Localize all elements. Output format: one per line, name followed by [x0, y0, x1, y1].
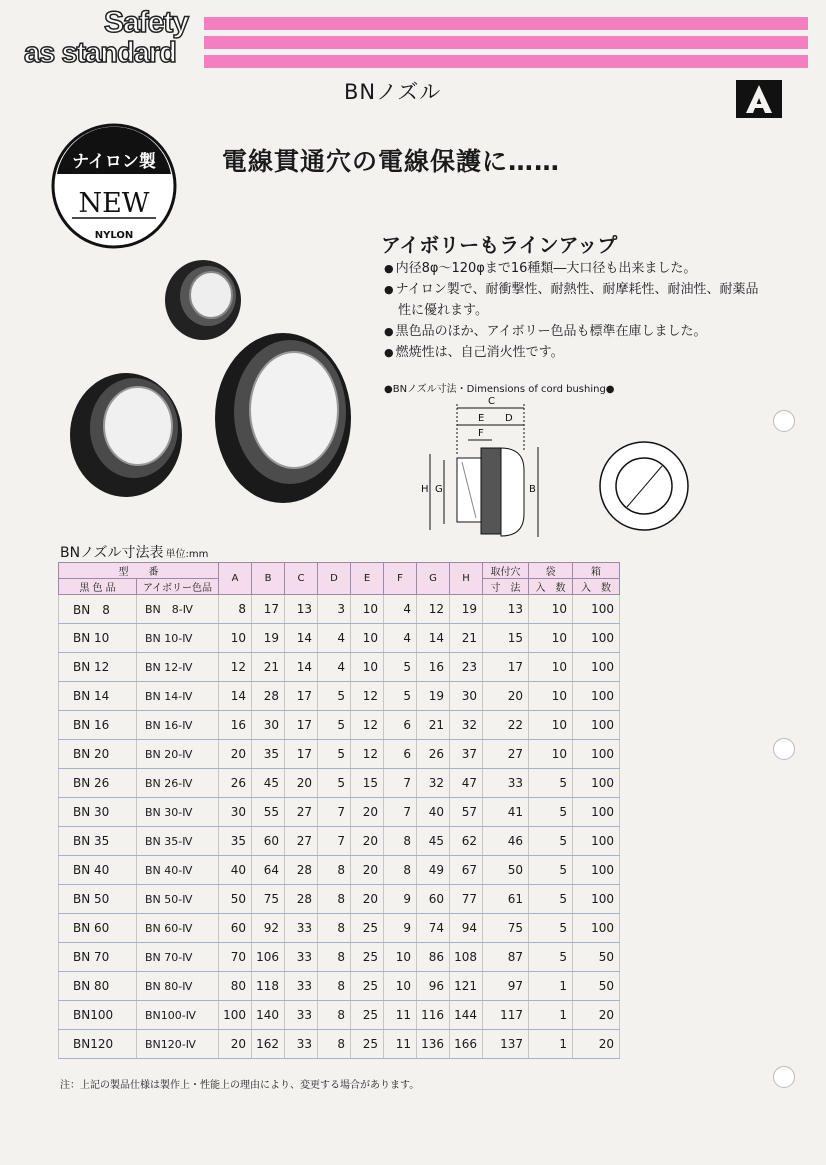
cell-b: 55: [252, 798, 285, 827]
cell-e: 20: [351, 856, 384, 885]
cell-ivory: BN 40-Ⅳ: [137, 856, 219, 885]
cell-black: BN 14: [59, 682, 137, 711]
cell-ivory: BN 60-Ⅳ: [137, 914, 219, 943]
bushing-small: [165, 260, 241, 340]
cell-box: 20: [573, 1030, 620, 1059]
cell-hole: 20: [483, 682, 529, 711]
cell-d: 8: [318, 856, 351, 885]
cell-hole: 61: [483, 885, 529, 914]
cell-ivory: BN 16-Ⅳ: [137, 711, 219, 740]
cell-black: BN 26: [59, 769, 137, 798]
cell-e: 12: [351, 740, 384, 769]
brand-line1: Safety: [103, 6, 188, 39]
cell-e: 15: [351, 769, 384, 798]
cell-f: 10: [384, 943, 417, 972]
col-hole-bottom: 寸 法: [483, 579, 529, 595]
cell-hole: 33: [483, 769, 529, 798]
col-model: 型 番: [59, 563, 219, 579]
cell-g: 60: [417, 885, 450, 914]
cell-d: 5: [318, 740, 351, 769]
cell-bag: 10: [529, 595, 573, 624]
cell-b: 28: [252, 682, 285, 711]
table-row: [59, 914, 620, 943]
col-a: A: [219, 563, 252, 595]
cell-a: 16: [219, 711, 252, 740]
cell-c: 17: [285, 711, 318, 740]
cell-a: 20: [219, 740, 252, 769]
table-unit: 単位:mm: [165, 549, 209, 560]
cell-hole: 87: [483, 943, 529, 972]
company-logo-icon: [736, 80, 782, 118]
cell-h: 37: [450, 740, 483, 769]
col-ivory: アイボリー色品: [137, 579, 219, 595]
col-bag-bottom: 入 数: [529, 579, 573, 595]
cell-f: 4: [384, 624, 417, 653]
cell-ivory: BN 70-Ⅳ: [137, 943, 219, 972]
cell-bag: 10: [529, 624, 573, 653]
cell-c: 20: [285, 769, 318, 798]
cell-black: BN120: [59, 1030, 137, 1059]
cell-ivory: BN 14-Ⅳ: [137, 682, 219, 711]
cell-f: 8: [384, 827, 417, 856]
cell-f: 9: [384, 885, 417, 914]
cell-a: 20: [219, 1030, 252, 1059]
brand-line2: as standard: [24, 37, 176, 69]
col-box-top: 箱: [573, 563, 620, 579]
cell-box: 20: [573, 1001, 620, 1030]
cell-bag: 5: [529, 769, 573, 798]
badge-bottom-text: NYLON: [94, 230, 134, 241]
cell-h: 77: [450, 885, 483, 914]
cell-e: 10: [351, 624, 384, 653]
col-g: G: [417, 563, 450, 595]
cell-hole: 15: [483, 624, 529, 653]
cell-c: 27: [285, 798, 318, 827]
cell-e: 10: [351, 653, 384, 682]
cell-box: 100: [573, 856, 620, 885]
cell-black: BN 30: [59, 798, 137, 827]
cell-b: 45: [252, 769, 285, 798]
table-row: [59, 943, 620, 972]
cell-a: 80: [219, 972, 252, 1001]
cell-d: 5: [318, 711, 351, 740]
table-row: [59, 856, 620, 885]
table-row: [59, 653, 620, 682]
cell-bag: 10: [529, 711, 573, 740]
cell-b: 21: [252, 653, 285, 682]
cell-box: 100: [573, 827, 620, 856]
cell-d: 4: [318, 624, 351, 653]
cell-bag: 10: [529, 740, 573, 769]
cell-box: 100: [573, 769, 620, 798]
cell-ivory: BN 20-Ⅳ: [137, 740, 219, 769]
cell-hole: 22: [483, 711, 529, 740]
cell-a: 40: [219, 856, 252, 885]
col-d: D: [318, 563, 351, 595]
cell-box: 100: [573, 624, 620, 653]
cell-hole: 46: [483, 827, 529, 856]
cell-bag: 5: [529, 827, 573, 856]
cell-b: 35: [252, 740, 285, 769]
cell-h: 47: [450, 769, 483, 798]
cell-h: 21: [450, 624, 483, 653]
cell-f: 11: [384, 1030, 417, 1059]
cell-d: 8: [318, 1001, 351, 1030]
bushing-side-view: [457, 448, 524, 536]
cell-d: 8: [318, 972, 351, 1001]
cell-c: 33: [285, 1030, 318, 1059]
cell-hole: 27: [483, 740, 529, 769]
cell-b: 92: [252, 914, 285, 943]
dim-label-f: F: [478, 428, 484, 439]
cell-b: 118: [252, 972, 285, 1001]
cell-h: 144: [450, 1001, 483, 1030]
headline: 電線貫通穴の電線保護に……: [222, 147, 561, 176]
cell-ivory: BN 26-Ⅳ: [137, 769, 219, 798]
cell-b: 19: [252, 624, 285, 653]
cell-box: 50: [573, 972, 620, 1001]
cell-h: 67: [450, 856, 483, 885]
cell-g: 26: [417, 740, 450, 769]
page-title: BNノズル: [344, 80, 442, 104]
cell-ivory: BN 12-Ⅳ: [137, 653, 219, 682]
cell-f: 6: [384, 711, 417, 740]
table-row: [59, 769, 620, 798]
cell-e: 20: [351, 798, 384, 827]
cell-a: 14: [219, 682, 252, 711]
cell-black: BN 40: [59, 856, 137, 885]
cell-ivory: BN 50-Ⅳ: [137, 885, 219, 914]
cell-black: BN100: [59, 1001, 137, 1030]
cell-b: 64: [252, 856, 285, 885]
cell-hole: 41: [483, 798, 529, 827]
cell-black: BN 35: [59, 827, 137, 856]
cell-g: 19: [417, 682, 450, 711]
cell-a: 60: [219, 914, 252, 943]
cell-d: 7: [318, 827, 351, 856]
nylon-new-badge: [50, 122, 178, 250]
cell-e: 25: [351, 1001, 384, 1030]
cell-c: 17: [285, 740, 318, 769]
cell-f: 7: [384, 798, 417, 827]
cell-h: 62: [450, 827, 483, 856]
table-row: [59, 798, 620, 827]
cell-hole: 17: [483, 653, 529, 682]
cell-bag: 1: [529, 972, 573, 1001]
bushing-medium: [70, 373, 182, 497]
feature-item: ● 燃焼性は、自己消火性です。: [384, 342, 764, 363]
cell-bag: 10: [529, 682, 573, 711]
cell-b: 140: [252, 1001, 285, 1030]
cell-f: 9: [384, 914, 417, 943]
cell-a: 8: [219, 595, 252, 624]
lineup-subheading: アイボリーもラインアップ: [381, 233, 618, 257]
badge-new-text: NEW: [78, 188, 150, 219]
cell-g: 136: [417, 1030, 450, 1059]
cell-b: 60: [252, 827, 285, 856]
diagram-caption: ●BNノズル寸法・Dimensions of cord bushing●: [384, 384, 615, 395]
col-e: E: [351, 563, 384, 595]
cell-a: 30: [219, 798, 252, 827]
cell-c: 33: [285, 1001, 318, 1030]
cell-box: 100: [573, 595, 620, 624]
cell-b: 30: [252, 711, 285, 740]
table-row: [59, 595, 620, 624]
bushing-front-view: [600, 442, 688, 530]
cell-h: 166: [450, 1030, 483, 1059]
cell-hole: 50: [483, 856, 529, 885]
cell-a: 10: [219, 624, 252, 653]
cell-g: 14: [417, 624, 450, 653]
cell-ivory: BN120-Ⅳ: [137, 1030, 219, 1059]
dim-label-e: E: [478, 413, 485, 424]
col-hole-top: 取付穴: [483, 563, 529, 579]
cell-ivory: BN 30-Ⅳ: [137, 798, 219, 827]
cell-box: 100: [573, 682, 620, 711]
cell-hole: 75: [483, 914, 529, 943]
cell-h: 57: [450, 798, 483, 827]
brand-logo: [24, 6, 192, 69]
table-row: [59, 827, 620, 856]
dimension-table: [58, 562, 620, 1059]
cell-d: 8: [318, 914, 351, 943]
cell-box: 100: [573, 798, 620, 827]
cell-c: 13: [285, 595, 318, 624]
cell-h: 94: [450, 914, 483, 943]
table-row: [59, 1001, 620, 1030]
cell-bag: 1: [529, 1030, 573, 1059]
cell-e: 12: [351, 682, 384, 711]
cell-b: 17: [252, 595, 285, 624]
cell-f: 8: [384, 856, 417, 885]
cell-f: 10: [384, 972, 417, 1001]
cell-g: 32: [417, 769, 450, 798]
cell-a: 70: [219, 943, 252, 972]
cell-ivory: BN100-Ⅳ: [137, 1001, 219, 1030]
cell-g: 21: [417, 711, 450, 740]
table-row: [59, 682, 620, 711]
binder-hole: [773, 1066, 795, 1088]
cell-b: 162: [252, 1030, 285, 1059]
cell-g: 96: [417, 972, 450, 1001]
cell-f: 5: [384, 653, 417, 682]
cell-f: 4: [384, 595, 417, 624]
col-bag-top: 袋: [529, 563, 573, 579]
cell-bag: 5: [529, 885, 573, 914]
cell-hole: 97: [483, 972, 529, 1001]
binder-hole: [773, 738, 795, 760]
cell-box: 100: [573, 885, 620, 914]
table-row: [59, 740, 620, 769]
cell-e: 20: [351, 827, 384, 856]
cell-ivory: BN 8-Ⅳ: [137, 595, 219, 624]
cell-c: 33: [285, 914, 318, 943]
cell-d: 5: [318, 769, 351, 798]
cell-a: 100: [219, 1001, 252, 1030]
cell-d: 8: [318, 1030, 351, 1059]
cell-black: BN 50: [59, 885, 137, 914]
table-row: [59, 1030, 620, 1059]
cell-hole: 137: [483, 1030, 529, 1059]
cell-box: 100: [573, 740, 620, 769]
cell-bag: 10: [529, 653, 573, 682]
cell-hole: 13: [483, 595, 529, 624]
cell-h: 23: [450, 653, 483, 682]
table-row: [59, 624, 620, 653]
cell-f: 5: [384, 682, 417, 711]
col-black: 黒 色 品: [59, 579, 137, 595]
cell-h: 19: [450, 595, 483, 624]
cell-f: 7: [384, 769, 417, 798]
cell-black: BN 60: [59, 914, 137, 943]
cell-d: 7: [318, 798, 351, 827]
cell-a: 35: [219, 827, 252, 856]
dim-label-d: D: [505, 413, 513, 424]
cell-black: BN 16: [59, 711, 137, 740]
cell-e: 25: [351, 972, 384, 1001]
table-title: [60, 542, 208, 562]
table-title-text: BNノズル寸法表: [60, 545, 164, 561]
cell-d: 8: [318, 943, 351, 972]
cell-g: 74: [417, 914, 450, 943]
cell-d: 4: [318, 653, 351, 682]
cell-black: BN 80: [59, 972, 137, 1001]
cell-c: 28: [285, 856, 318, 885]
table-header-row: [59, 563, 620, 579]
dim-label-c: C: [488, 396, 495, 407]
footnote: 注：上記の製品仕様は製作上・性能上の理由により、変更する場合があります。: [60, 1080, 420, 1091]
cell-e: 25: [351, 1030, 384, 1059]
cell-g: 45: [417, 827, 450, 856]
cell-bag: 5: [529, 943, 573, 972]
cell-a: 26: [219, 769, 252, 798]
cell-f: 11: [384, 1001, 417, 1030]
cell-c: 33: [285, 972, 318, 1001]
cell-d: 3: [318, 595, 351, 624]
cell-g: 86: [417, 943, 450, 972]
cell-g: 49: [417, 856, 450, 885]
cell-black: BN 70: [59, 943, 137, 972]
col-b: B: [252, 563, 285, 595]
cell-g: 116: [417, 1001, 450, 1030]
table-row: [59, 885, 620, 914]
cell-h: 30: [450, 682, 483, 711]
cell-black: BN 8: [59, 595, 137, 624]
cell-f: 6: [384, 740, 417, 769]
cell-e: 20: [351, 885, 384, 914]
cell-c: 14: [285, 624, 318, 653]
cell-e: 25: [351, 914, 384, 943]
cell-h: 32: [450, 711, 483, 740]
cell-c: 27: [285, 827, 318, 856]
table-body: [59, 595, 620, 1059]
col-box-bottom: 入 数: [573, 579, 620, 595]
cell-b: 75: [252, 885, 285, 914]
dimension-diagram: [412, 392, 712, 550]
binder-hole: [773, 410, 795, 432]
cell-bag: 5: [529, 798, 573, 827]
cell-bag: 5: [529, 856, 573, 885]
cell-c: 17: [285, 682, 318, 711]
dim-label-b: B: [529, 484, 536, 495]
col-h: H: [450, 563, 483, 595]
cell-box: 50: [573, 943, 620, 972]
product-photo: [58, 240, 358, 530]
cell-black: BN 10: [59, 624, 137, 653]
feature-list: [384, 258, 764, 363]
cell-box: 100: [573, 653, 620, 682]
pink-stripe: [204, 55, 808, 68]
feature-item: ● 黒色品のほか、アイボリー色品も標準在庫しました。: [384, 321, 764, 342]
dim-label-g: G: [435, 484, 443, 495]
cell-h: 108: [450, 943, 483, 972]
cell-d: 8: [318, 885, 351, 914]
col-f: F: [384, 563, 417, 595]
table-row: [59, 972, 620, 1001]
cell-e: 10: [351, 595, 384, 624]
feature-item: ● 内径8φ～120φまで16種類―大口径も出来ました。: [384, 258, 764, 279]
cell-box: 100: [573, 711, 620, 740]
cell-d: 5: [318, 682, 351, 711]
table-row: [59, 711, 620, 740]
bushing-large: [215, 333, 351, 503]
cell-black: BN 12: [59, 653, 137, 682]
cell-e: 12: [351, 711, 384, 740]
dim-label-h: H: [421, 484, 429, 495]
cell-g: 40: [417, 798, 450, 827]
cell-h: 121: [450, 972, 483, 1001]
cell-c: 28: [285, 885, 318, 914]
cell-black: BN 20: [59, 740, 137, 769]
cell-e: 25: [351, 943, 384, 972]
pink-stripe: [204, 36, 808, 49]
cell-ivory: BN 35-Ⅳ: [137, 827, 219, 856]
cell-a: 12: [219, 653, 252, 682]
cell-b: 106: [252, 943, 285, 972]
col-c: C: [285, 563, 318, 595]
feature-item: ● ナイロン製で、耐衝撃性、耐熱性、耐摩耗性、耐油性、耐薬品性に優れます。: [384, 279, 764, 321]
cell-hole: 117: [483, 1001, 529, 1030]
pink-stripe: [204, 17, 808, 30]
cell-c: 33: [285, 943, 318, 972]
cell-box: 100: [573, 914, 620, 943]
cell-ivory: BN 10-Ⅳ: [137, 624, 219, 653]
cell-bag: 5: [529, 914, 573, 943]
cell-g: 12: [417, 595, 450, 624]
cell-bag: 1: [529, 1001, 573, 1030]
cell-g: 16: [417, 653, 450, 682]
cell-ivory: BN 80-Ⅳ: [137, 972, 219, 1001]
cell-a: 50: [219, 885, 252, 914]
cell-c: 14: [285, 653, 318, 682]
badge-top-text: ナイロン製: [72, 152, 156, 172]
